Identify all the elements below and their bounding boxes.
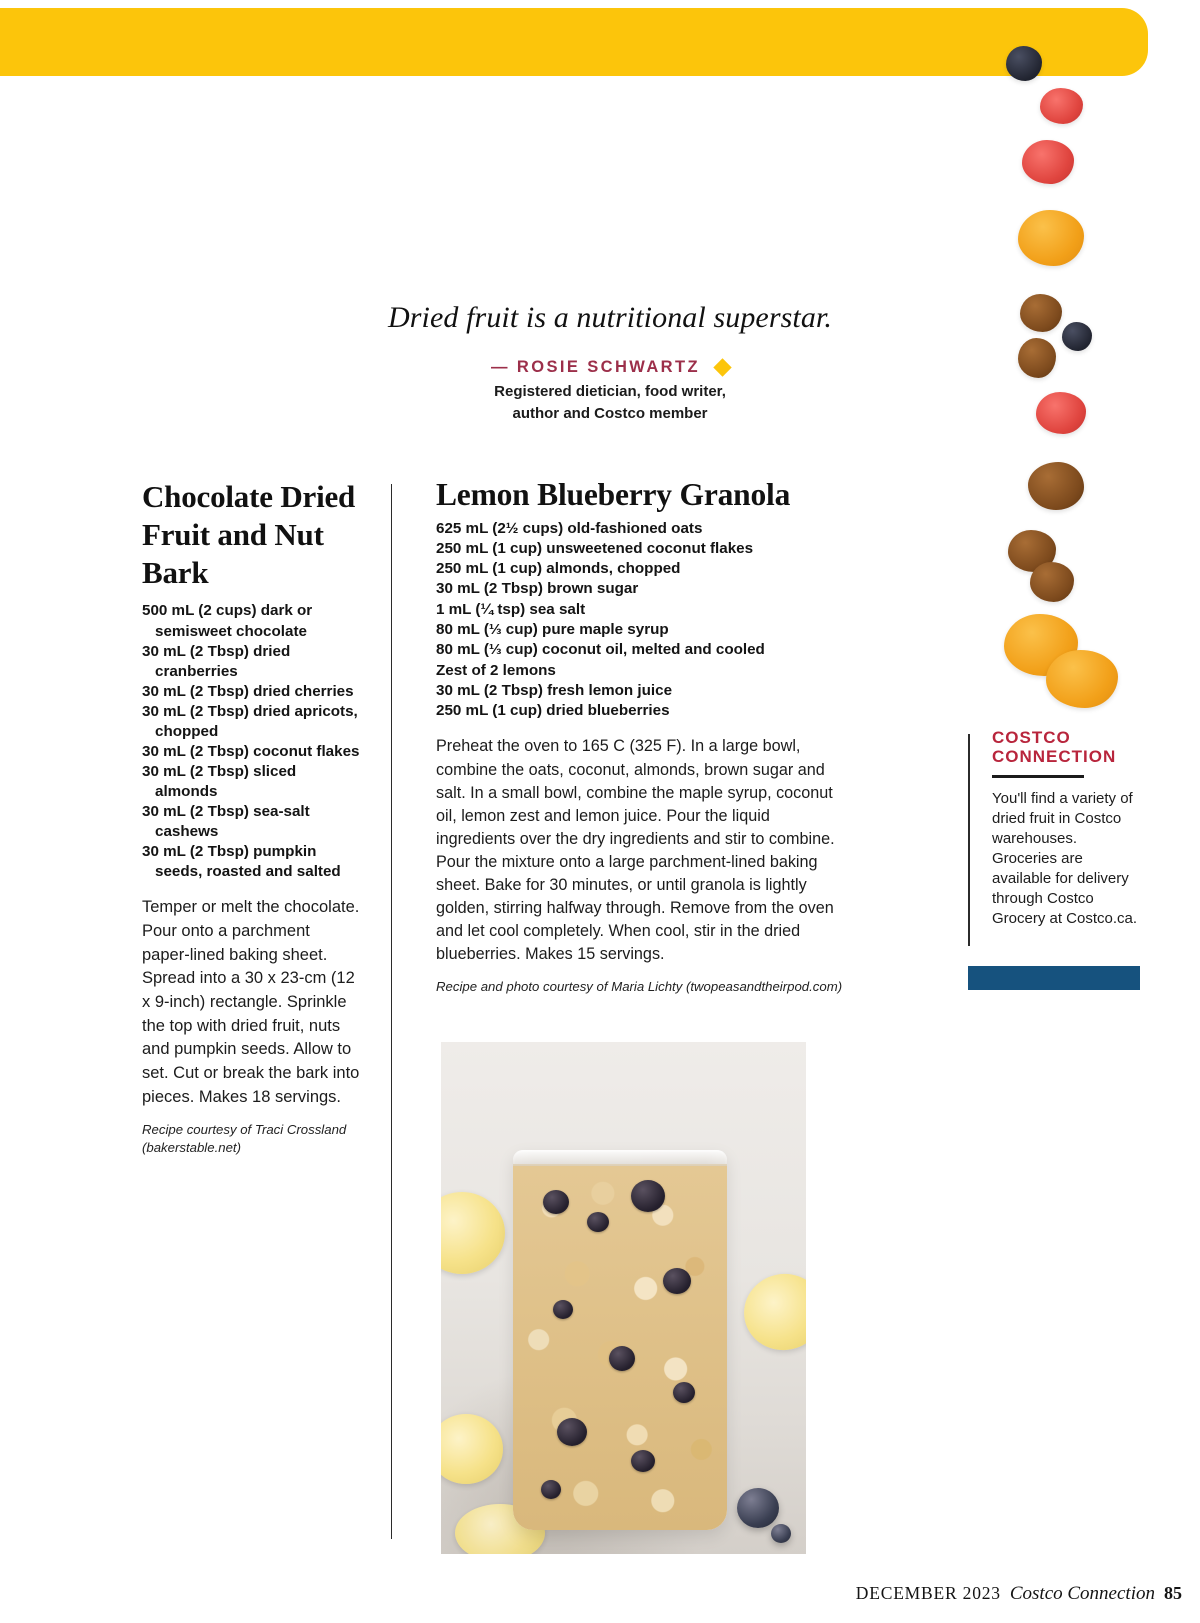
ingredient-item: Zest of 2 lemons [436, 661, 556, 679]
pull-quote-block [330, 300, 890, 425]
dried-cranberry-icon [1022, 140, 1074, 184]
dried-apricot-icon [1046, 650, 1118, 708]
recipe-column-left [142, 478, 360, 1156]
dried-blueberry-icon [1062, 322, 1092, 351]
ingredient-item: 625 mL (2½ cups) old-fashioned oats [436, 519, 703, 537]
ingredient-item: 30 mL (2 Tbsp) dried cranberries [142, 642, 291, 680]
dried-cranberry-icon [1040, 88, 1083, 124]
blueberry-icon [673, 1382, 695, 1403]
pull-quote-text: Dried fruit is a nutritional superstar. [388, 301, 832, 334]
dried-cranberry-icon [1036, 392, 1086, 434]
blueberry-icon [553, 1300, 573, 1319]
attribution-role-line-1: Registered dietician, food writer, [494, 383, 726, 400]
footer-date: DECEMBER 2023 [855, 1583, 1001, 1603]
ingredient-item: 250 mL (1 cup) almonds, chopped [436, 560, 681, 578]
dried-raisin-icon [1020, 294, 1062, 332]
costco-connection-body: You'll find a variety of dried fruit in Costco warehouses. Groceries are available for delivery through Costco Grocery at Costco.ca. [992, 790, 1138, 927]
ingredient-item: 30 mL (2 Tbsp) pumpkin seeds, roasted and salted [142, 843, 341, 881]
ingredient-item: 30 mL (2 Tbsp) dried cherries [142, 682, 354, 700]
costco-connection-rule [968, 734, 970, 946]
jar-rim [513, 1150, 727, 1166]
ingredient-item: 30 mL (2 Tbsp) sea-salt cashews [142, 803, 310, 841]
ingredient-item: 30 mL (2 Tbsp) brown sugar [436, 580, 639, 598]
costco-connection-box [968, 728, 1140, 929]
recipe-credit-granola: Recipe and photo courtesy of Maria Lichty (twopeasandtheirpod.com) [436, 979, 843, 995]
dried-raisin-icon [1018, 338, 1056, 378]
attribution-name: — ROSIE SCHWARTZ [491, 358, 700, 376]
ingredient-list-granola [436, 519, 848, 722]
blueberry-icon [557, 1418, 587, 1446]
ingredient-item: 80 mL (⅓ cup) coconut oil, melted and cooled [436, 641, 765, 659]
recipe-credit-bark: Recipe courtesy of Traci Crossland (bakerstable.net) [142, 1122, 347, 1155]
costco-connection-title [992, 728, 1140, 766]
dried-blueberry-icon [1006, 46, 1042, 81]
recipe-method-bark: Temper or melt the chocolate. Pour onto a parchment paper-lined baking sheet. Spread into a 30 x 23-cm (12 x 9-inch) rectangle. Sprinkle the top with dried fruit, nuts and pumpkin seeds. Allow to set. Cut or break the bark into pieces. Makes 18 servings. [142, 898, 360, 1106]
top-yellow-banner [0, 8, 1148, 76]
blueberry-icon [631, 1450, 655, 1472]
blueberry-icon [543, 1190, 569, 1214]
blueberry-icon [609, 1346, 635, 1371]
diamond-icon [713, 358, 731, 376]
ingredient-item: 250 mL (1 cup) dried blueberries [436, 702, 670, 720]
recipe-title-bark: Chocolate Dried Fruit and Nut Bark [142, 479, 356, 590]
blueberry-icon [631, 1180, 665, 1212]
page-footer [856, 1583, 1182, 1605]
attribution-role-line-2: author and Costco member [512, 404, 708, 422]
loose-blueberry-icon [771, 1524, 791, 1543]
ingredient-item: 30 mL (2 Tbsp) fresh lemon juice [436, 681, 673, 699]
pull-quote-attribution [330, 358, 890, 377]
ingredient-item: 1 mL (¼ tsp) sea salt [436, 600, 586, 618]
blue-accent-bar [968, 966, 1140, 990]
ingredient-item: 30 mL (2 Tbsp) sliced almonds [142, 762, 297, 800]
recipe-method-granola: Preheat the oven to 165 C (325 F). In a large bowl, combine the oats, coconut, almonds, brown sugar and salt. In a small bowl, combine the maple syrup, coconut oil, lemon zest and lemon juice. Pour the liquid ingredients over the dry ingredients and stir to combine. Pour the mixture onto a large parchment-lined baking sheet. Bake for 30 minutes, or until granola is lightly golden, stirring halfway through. Remove from the oven and let cool completely. When cool, stir in the dried blueberries. Makes 15 servings. [436, 737, 835, 964]
footer-magazine-name: Costco Connection [1009, 1583, 1155, 1604]
granola-jar [513, 1150, 727, 1530]
ingredient-item: 30 mL (2 Tbsp) dried apricots, chopped [142, 702, 358, 740]
costco-connection-title-line-2: CONNECTION [992, 747, 1117, 767]
blueberry-icon [663, 1268, 691, 1294]
ingredient-item: 250 mL (1 cup) unsweetened coconut flakes [436, 539, 754, 557]
dried-date-icon [1030, 562, 1074, 602]
ingredient-item: 500 mL (2 cups) dark or semisweet chocolate [142, 602, 313, 640]
dried-apricot-icon [1018, 210, 1084, 266]
blueberry-icon [541, 1480, 561, 1499]
ingredient-item: 80 mL (⅓ cup) pure maple syrup [436, 621, 669, 639]
recipe-title-granola: Lemon Blueberry Granola [436, 477, 791, 512]
costco-connection-title-line-1: COSTCO [992, 728, 1071, 747]
ingredient-list-bark [142, 601, 360, 882]
footer-page-number: 85 [1164, 1583, 1182, 1603]
ingredient-item: 30 mL (2 Tbsp) coconut flakes [142, 742, 360, 760]
column-divider [391, 484, 392, 1539]
blueberry-icon [587, 1212, 609, 1232]
granola-photo [441, 1042, 806, 1554]
loose-blueberry-icon [737, 1488, 779, 1528]
costco-connection-divider [992, 775, 1084, 778]
recipe-column-right [436, 478, 848, 995]
dried-date-icon [1028, 462, 1084, 510]
